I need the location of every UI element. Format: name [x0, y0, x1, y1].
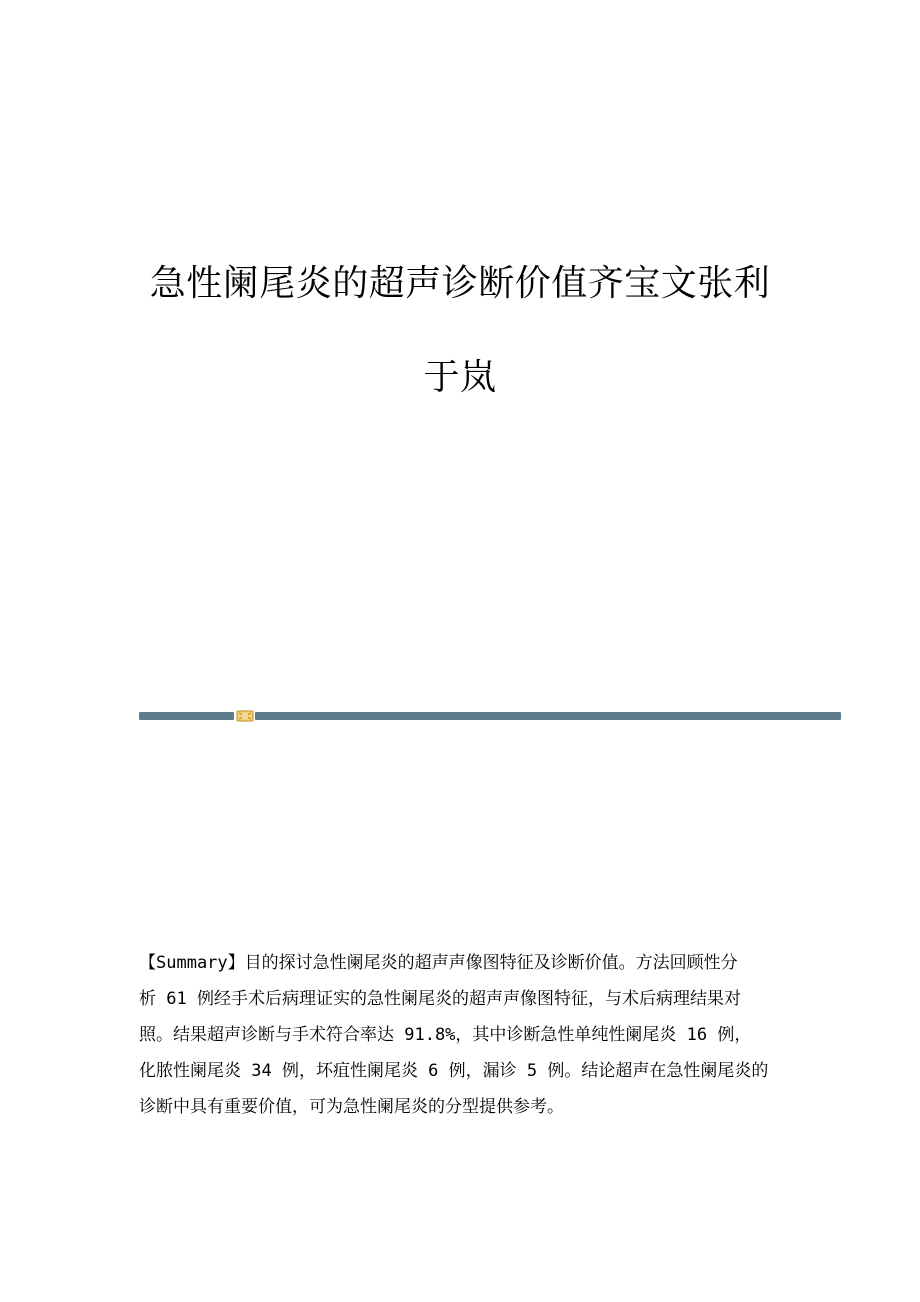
summary-line-5: 诊断中具有重要价值，可为急性阑尾炎的分型提供参考。 — [139, 1097, 564, 1117]
divider-ornament-icon — [236, 710, 254, 722]
title-line-2: 于岚 — [423, 357, 497, 398]
summary-line-1: 【Summary】目的探讨急性阑尾炎的超声声像图特征及诊断价值。方法回顾性分 — [139, 953, 738, 973]
document-title — [100, 262, 820, 400]
title-line-1: 急性阑尾炎的超声诊断价值齐宝文张利 — [149, 263, 771, 304]
section-divider — [139, 712, 841, 720]
summary-line-3: 照。结果超声诊断与手术符合率达 91.8%，其中诊断急性单纯性阑尾炎 16 例， — [139, 1025, 752, 1045]
divider-right-bar — [255, 712, 841, 720]
summary-paragraph — [139, 945, 784, 1125]
summary-line-4: 化脓性阑尾炎 34 例，坏疽性阑尾炎 6 例，漏诊 5 例。结论超声在急性阑尾炎的 — [139, 1061, 769, 1081]
divider-left-bar — [139, 712, 234, 720]
summary-line-2: 析 61 例经手术后病理证实的急性阑尾炎的超声声像图特征，与术后病理结果对 — [139, 989, 741, 1009]
